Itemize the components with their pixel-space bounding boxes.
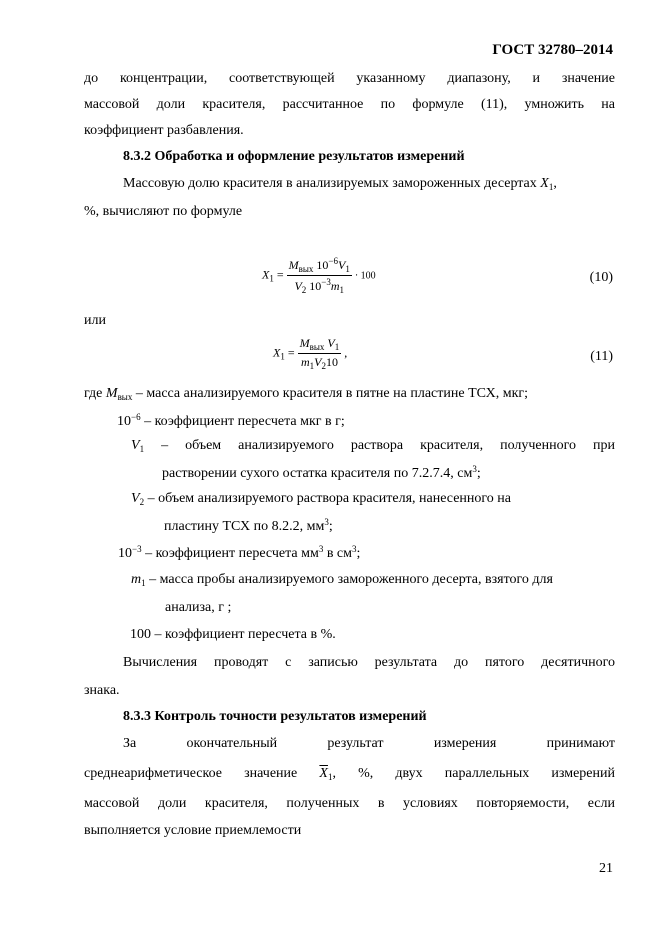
pow-exp: −3	[132, 544, 142, 554]
symbol-x-mean-sub: 1	[327, 772, 333, 782]
section-8-3-2-heading: 8.3.2 Обработка и оформление результатов измерений	[123, 149, 465, 164]
standard-header: ГОСТ 32780–2014	[492, 42, 613, 58]
formula-10-denominator	[287, 276, 352, 295]
num-m-sub: вых	[298, 264, 314, 274]
pow-exp: −6	[131, 412, 141, 422]
symbol-v-sub: 1	[139, 444, 145, 454]
symbol-m: M	[105, 386, 118, 401]
pow-base: 10	[117, 414, 131, 429]
calc-line-1: Вычисления проводят с записью результата до пятого десятичного	[123, 655, 615, 670]
formula-11-fraction	[298, 336, 342, 371]
den-m-sub: 1	[339, 285, 345, 295]
symbol-v: V	[131, 438, 140, 453]
definition-m-out	[84, 386, 528, 402]
calc-line-2: знака.	[84, 683, 120, 698]
intro-line-3: коэффициент разбавления.	[84, 123, 244, 138]
den-m: m	[330, 279, 340, 293]
symbol-x-mean: $\overline{X}$	[319, 766, 328, 781]
paragraph-comma: ,	[553, 176, 557, 191]
intro-line-1: до концентрации, соответствующей указанному диапазону, и значение	[84, 71, 615, 86]
formula-11-numerator	[298, 336, 342, 354]
definition-text: – объем анализируемого раствора красителя, полученного при	[161, 438, 615, 453]
den-v-sub: 2	[321, 361, 326, 371]
accuracy-line-1: За окончательный результат измерения принимают	[123, 736, 615, 751]
symbol-m: m	[131, 572, 142, 587]
equals-sign: =	[287, 345, 295, 360]
accuracy-line-2	[84, 765, 615, 786]
definition-m1-cont: анализа, г ;	[165, 600, 232, 615]
definition-v2	[131, 491, 511, 507]
symbol-x: X	[540, 176, 549, 191]
symbol-v: V	[131, 491, 140, 506]
definition-text: – масса пробы анализируемого замороженного десерта, взятого для	[149, 572, 553, 587]
num-m-sub: вых	[309, 342, 325, 352]
definition-text: – коэффициент пересчета мкг в г;	[144, 414, 345, 429]
formula-10	[262, 256, 376, 295]
definition-text: – коэффициент пересчета мм	[145, 546, 319, 561]
definition-text: пластину ТСХ по 8.2.2, мм	[164, 519, 325, 534]
formula-10-tail: · 100	[354, 270, 376, 282]
formula-10-numerator	[287, 256, 352, 276]
formula-10-number: (10)	[589, 270, 613, 285]
den-m: m	[300, 355, 310, 369]
or-word: или	[84, 313, 106, 328]
definition-v2-cont	[164, 517, 333, 535]
intro-line-2: массовой доли красителя, рассчитанное по формуле (11), умножить на	[84, 97, 615, 112]
definition-10-6	[117, 412, 345, 430]
num-v: V	[338, 258, 346, 272]
formula-11-denominator	[298, 354, 342, 371]
num-v: V	[327, 336, 335, 350]
paragraph-line-2: %, вычисляют по формуле	[84, 204, 243, 219]
section-8-3-3-heading: 8.3.3 Контроль точности результатов измерений	[123, 709, 427, 724]
semicolon: ;	[476, 466, 481, 481]
equals-sign: =	[276, 267, 284, 282]
den-m-sub: 1	[309, 361, 315, 371]
formula-11-lhs-sub: 1	[280, 351, 285, 362]
den-pow-base: 10	[309, 279, 322, 293]
formula-10-lhs-sub: 1	[269, 273, 274, 284]
definition-text: – масса анализируемого красителя в пятне на пластине ТСХ, мкг;	[135, 386, 528, 401]
symbol-v-sub: 2	[139, 497, 145, 507]
den-ten: 10	[325, 355, 338, 369]
accuracy-text: среднеарифметическое значение	[84, 766, 298, 781]
definition-v1	[131, 438, 615, 454]
definition-text: растворении сухого остатка красителя по 7.2.7.4, см	[162, 466, 473, 481]
symbol-m-sub: вых	[117, 392, 133, 402]
accuracy-text: , %, двух параллельных измерений	[332, 766, 615, 781]
den-v: V	[314, 355, 322, 369]
formula-11-lhs: X	[273, 345, 281, 360]
num-v-sub: 1	[334, 342, 340, 352]
definition-text: в см	[323, 546, 352, 561]
definition-m1	[131, 572, 553, 588]
accuracy-line-4: выполняется условие приемлемости	[84, 823, 302, 838]
definition-100: 100 – коэффициент пересчета в %.	[130, 627, 336, 642]
symbol-x-subscript: 1	[548, 182, 554, 192]
unit-sup: 3	[324, 517, 329, 527]
num-m: M	[288, 258, 299, 272]
definition-text: – объем анализируемого раствора красителя, нанесенного на	[147, 491, 511, 506]
num-pow-base: 10	[316, 258, 329, 272]
num-v-sub: 1	[345, 264, 350, 274]
symbol-m-sub: 1	[141, 578, 146, 588]
pow-base: 10	[118, 546, 132, 561]
formula-10-lhs: X	[262, 267, 270, 282]
definition-10-3	[118, 544, 360, 562]
page-number: 21	[599, 861, 613, 876]
den-v-sub: 2	[301, 285, 307, 295]
formula-11-tail: ,	[344, 345, 348, 360]
unit-sup: 3	[318, 544, 324, 554]
formula-10-fraction	[287, 256, 352, 295]
formula-11	[273, 336, 347, 371]
num-pow-exp: −6	[328, 256, 338, 266]
num-m: M	[299, 336, 310, 350]
accuracy-line-3: массовой доли красителя, полученных в условиях повторяемости, если	[84, 796, 615, 811]
paragraph-mass-fraction	[123, 175, 615, 196]
unit-sup: 3	[352, 544, 357, 554]
paragraph-text: Массовую долю красителя в анализируемых замороженных десертах	[123, 176, 537, 191]
den-v: V	[294, 279, 302, 293]
semicolon: ;	[328, 519, 333, 534]
where-word: где	[84, 386, 103, 401]
den-pow-exp: −3	[321, 277, 331, 287]
formula-11-number: (11)	[590, 349, 613, 364]
unit-sup: 3	[472, 464, 477, 474]
semicolon: ;	[356, 546, 361, 561]
definition-v1-cont	[162, 464, 481, 482]
